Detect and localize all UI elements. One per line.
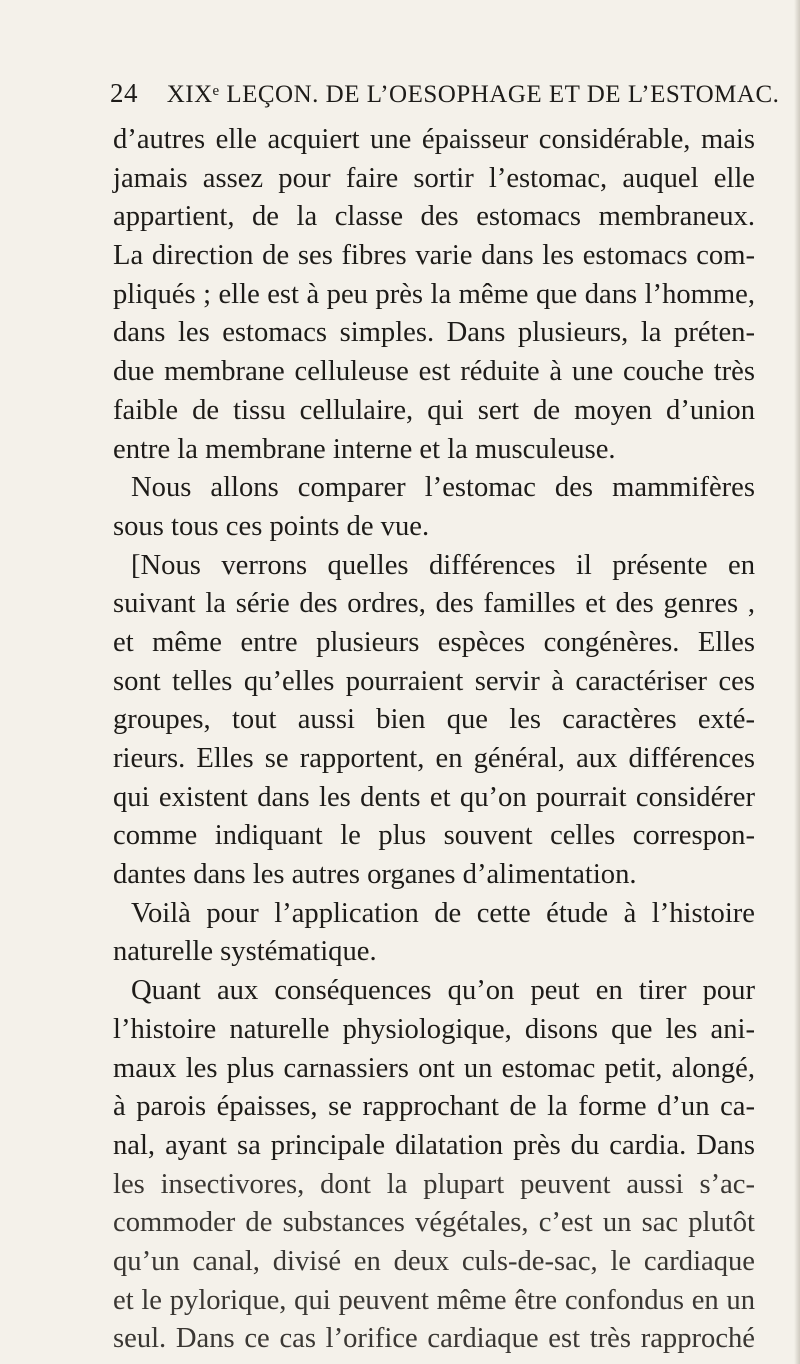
text-line: [Nous verrons quelles différences il présente en — [131, 549, 755, 581]
page-edge-shadow — [794, 0, 800, 1364]
text-line: Nous allons comparer l’estomac des mammifères — [131, 472, 755, 504]
text-line: seul. Dans ce cas l’orifice cardiaque est très rapproché — [113, 1323, 755, 1355]
text-line: dantes dans les autres organes d’alimentation. — [113, 859, 637, 891]
text-line: appartient, de la classe des estomacs membraneux. — [113, 201, 755, 233]
text-line: rieurs. Elles se rapportent, en général, aux différences — [113, 743, 755, 774]
text-line: à parois épaisses, se rapprochant de la forme d’un ca- — [113, 1091, 755, 1123]
text-line: Voilà pour l’application de cette étude à l’histoire — [131, 897, 755, 929]
body-text — [113, 121, 755, 1359]
text-line: La direction de ses fibres varie dans les estomacs com- — [113, 240, 755, 272]
text-line: dans les estomacs simples. Dans plusieurs, la préten- — [113, 317, 755, 349]
text-line: commoder de substances végétales, c’est un sac plutôt — [113, 1207, 755, 1239]
text-line: d’autres elle acquiert une épaisseur considérable, mais — [113, 124, 755, 155]
page-number: 24 — [110, 78, 138, 108]
text-line: naturelle systématique. — [113, 936, 377, 968]
text-line: sont telles qu’elles pourraient servir à caractériser ces — [113, 665, 755, 697]
text-line: groupes, tout aussi bien que les caractères exté- — [113, 704, 755, 736]
text-line: entre la membrane interne et la musculeuse. — [113, 433, 616, 465]
text-line: et même entre plusieurs espèces congénères. Elles — [113, 626, 755, 658]
running-title: XIXᵉ LEÇON. DE L’OESOPHAGE ET DE L’ESTOMAC. — [166, 81, 780, 108]
text-line: jamais assez pour faire sortir l’estomac, auquel elle — [113, 162, 755, 194]
text-line: l’histoire naturelle physiologique, disons que les ani- — [113, 1013, 755, 1045]
text-line: qui existent dans les dents et qu’on pourrait considérer — [113, 781, 755, 813]
text-line: maux les plus carnassiers ont un estomac petit, alongé, — [113, 1052, 755, 1084]
text-line: faible de tissu cellulaire, qui sert de moyen d’union — [113, 394, 755, 426]
text-line: qu’un canal, divisé en deux culs-de-sac, le cardiaque — [113, 1245, 755, 1277]
running-header — [110, 78, 780, 118]
text-line: suivant la série des ordres, des familles et des genres , — [113, 588, 755, 620]
text-line: et le pylorique, qui peuvent même être confondus en un — [113, 1284, 755, 1316]
text-line: comme indiquant le plus souvent celles correspon- — [113, 820, 755, 852]
text-line: les insectivores, dont la plupart peuvent aussi s’ac- — [113, 1168, 755, 1200]
text-line: sous tous ces points de vue. — [113, 510, 430, 542]
text-line: nal, ayant sa principale dilatation près du cardia. Dans — [113, 1129, 755, 1161]
text-line: pliqués ; elle est à peu près la même que dans l’homme, — [113, 278, 755, 310]
text-line: due membrane celluleuse est réduite à une couche très — [113, 356, 755, 388]
text-line: Quant aux conséquences qu’on peut en tirer pour — [131, 975, 755, 1007]
